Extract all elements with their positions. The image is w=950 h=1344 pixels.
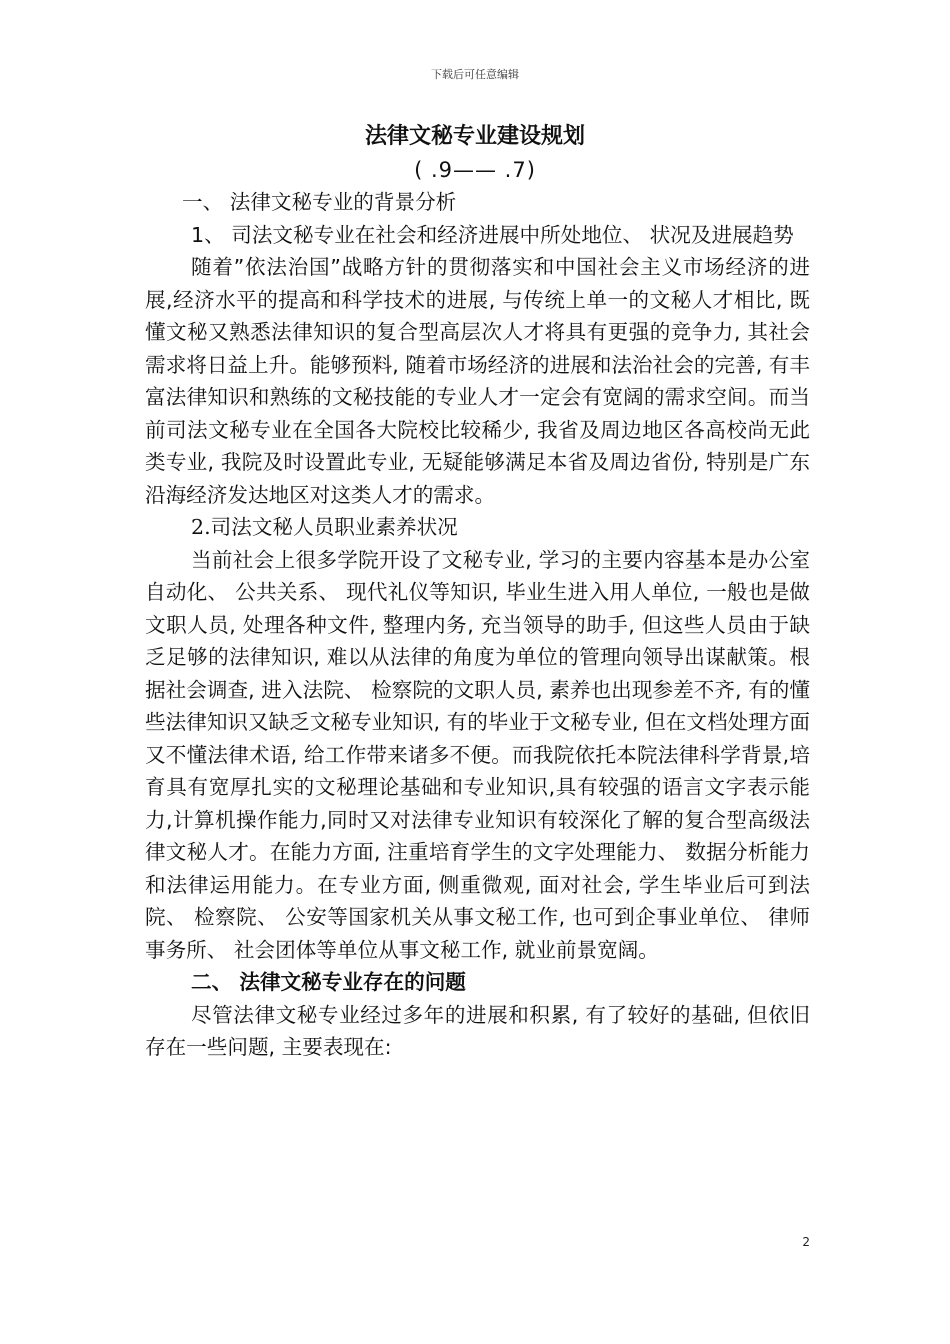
paragraph-background: 随着”依法治国”战略方针的贯彻落实和中国社会主义市场经济的进展,经济水平的提高和科学技术的进展, 与传统上单一的文秘人才相比, 既懂文秘又熟悉法律知识的复合型高层次人才将具有更强的竞争力, 其社会需求将日益上升。能够预料, 随着市场经济的进展和法治社会的完善, 有丰富法律知识和熟练的文秘技能的专业人才一定会有宽阔的需求空间。而当前司法文秘专业在全国各大院校比较稀少, 我省及周边地区各高校尚无此类专业, 我院及时设置此专业, 无疑能够满足本省及周边省份, 特别是广东沿海经济发达地区对这类人才的需求。 [145,255,810,507]
page-number: 2 [802,1235,810,1249]
document-body [145,186,810,1064]
section-heading-2: 二、 法律文秘专业存在的问题 [191,970,466,994]
document-title: 法律文秘专业建设规划 [364,124,585,149]
paragraph-problems-intro: 尽管法律文秘专业经过多年的进展和积累, 有了较好的基础, 但依旧存在一些问题, 主要表现在: [145,1002,810,1059]
section-heading-1: 一、 法律文秘专业的背景分析 [182,190,457,214]
paragraph-professional-quality: 当前社会上很多学院开设了文秘专业, 学习的主要内容基本是办公室自动化、 公共关系、 现代礼仪等知识, 毕业生进入用人单位, 一般也是做文职人员, 处理各种文件, 整理内务, 充当领导的助手, 但这些人员由于缺乏足够的法律知识, 难以从法律的角度为单位的管理向领导出谋献策。根据社会调查, 进入法院、 检察院的文职人员, 素养也出现参差不齐, 有的懂些法律知识又缺乏文秘专业知识, 有的毕业于文秘专业, 但在文档处理方面又不懂法律术语, 给工作带来诸多不便。而我院依托本院法律科学背景,培育具有宽厚扎实的文秘理论基础和专业知识,具有较强的语言文字表示能力,计算机操作能力,同时又对法律专业知识有较深化了解的复合型高级法律文秘人才。在能力方面, 注重培育学生的文字处理能力、 数据分析能力和法律运用能力。在专业方面, 侧重微观, 面对社会, 学生毕业后可到法院、 检察院、 公安等国家机关从事文秘工作, 也可到企事业单位、 律师事务所、 社会团体等单位从事文秘工作, 就业前景宽阔。 [145,547,810,962]
page-header-note: 下载后可任意编辑 [431,68,519,81]
subsection-heading-1-2: 2.司法文秘人员职业素养状况 [191,515,458,539]
subsection-heading-1-1: 1、 司法文秘专业在社会和经济进展中所处地位、 状况及进展趋势 [191,222,794,247]
document-subtitle-date-range: ( .9—— .7) [414,158,536,182]
